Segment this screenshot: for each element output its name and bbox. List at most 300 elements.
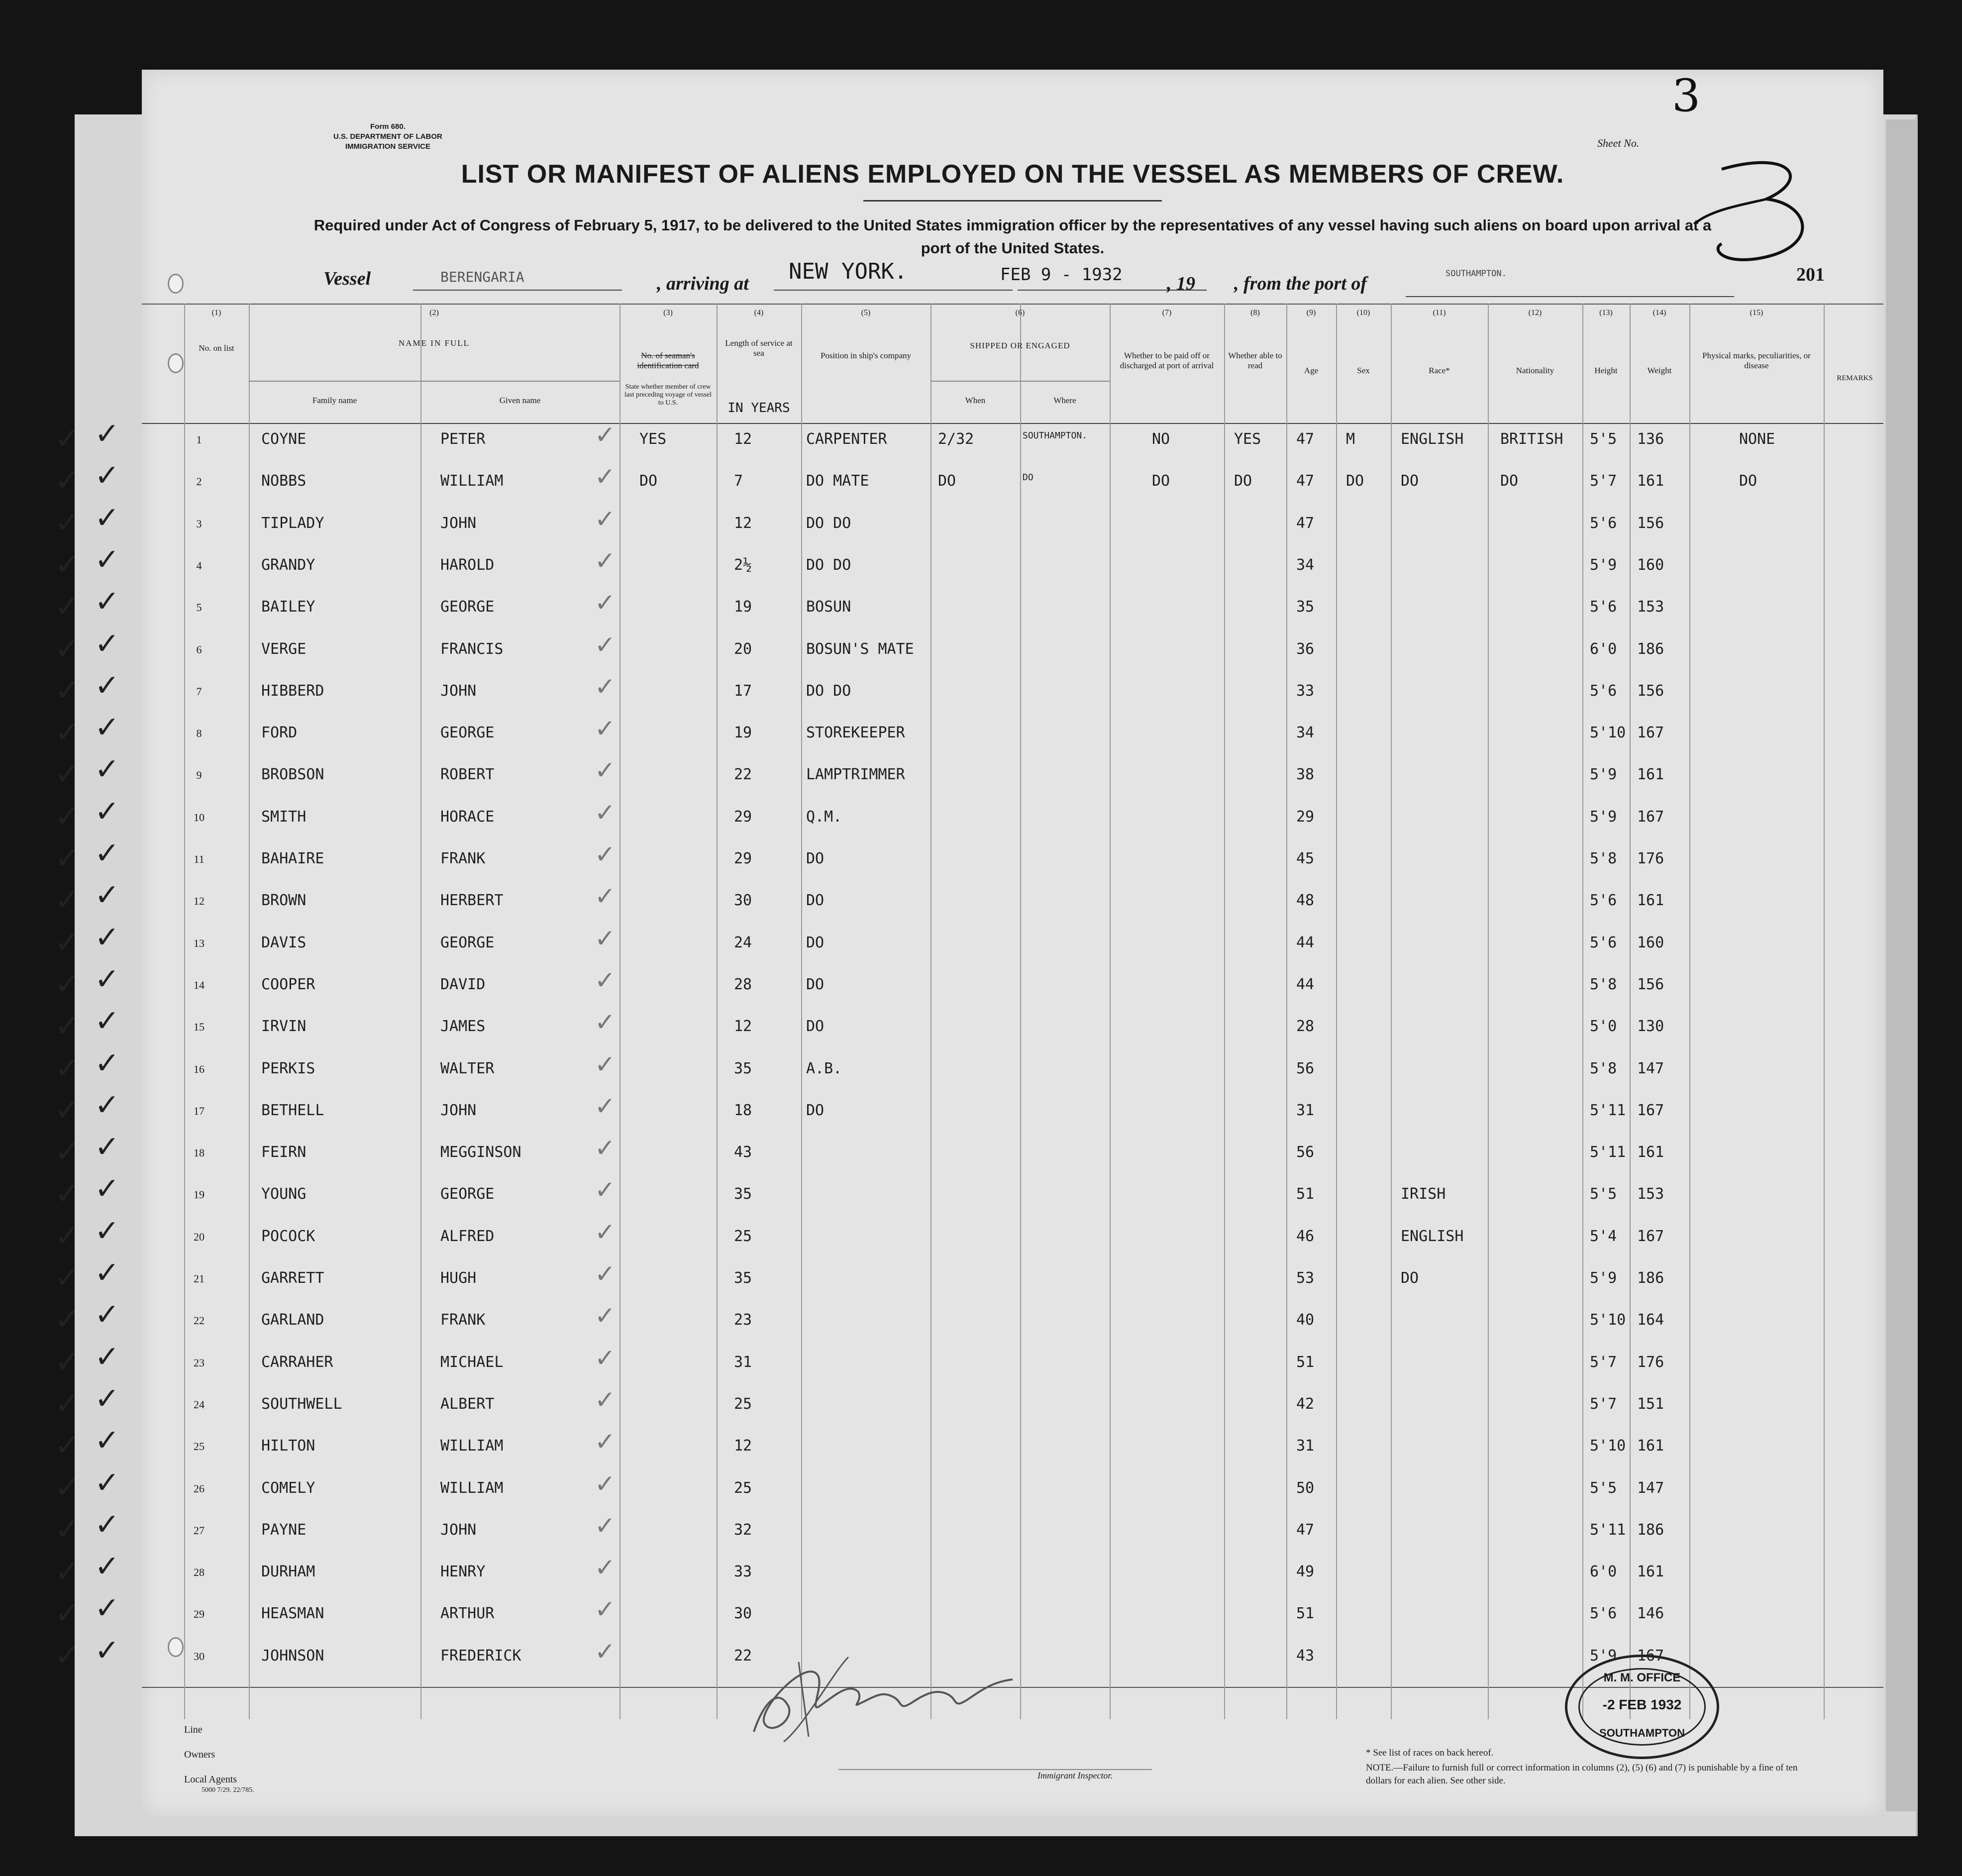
- check-mark-icon: ✓: [95, 542, 120, 577]
- inspector-label: Immigrant Inspector.: [1037, 1771, 1113, 1780]
- cell-given: GEORGE: [440, 1185, 495, 1203]
- column-divider: [801, 304, 802, 1719]
- cell-family: CARRAHER: [261, 1353, 333, 1371]
- check-mark-icon: ✓: [595, 1301, 616, 1331]
- column-divider: [1689, 304, 1690, 1719]
- cell-given: JOHN: [440, 514, 477, 532]
- check-mark-icon: ✓: [55, 1218, 80, 1253]
- cell-height: 5'8: [1590, 975, 1617, 993]
- check-mark-icon: ✓: [595, 924, 616, 953]
- cell-position: DO: [806, 934, 825, 951]
- cell-family: FORD: [261, 724, 298, 742]
- header-length-of-service: Length of service at sea: [725, 338, 793, 358]
- check-mark-icon: ✓: [95, 668, 120, 703]
- check-mark-icon: ✓: [55, 589, 80, 625]
- cell-no: 30: [194, 1650, 205, 1663]
- check-mark-icon: ✓: [55, 883, 80, 918]
- check-mark-icon: ✓: [95, 626, 120, 661]
- header-able-to-read: Whether able to read: [1228, 351, 1282, 370]
- check-mark-icon: ✓: [55, 505, 80, 540]
- check-mark-icon: ✓: [595, 965, 616, 995]
- cell-weight: 186: [1637, 1269, 1664, 1287]
- check-mark-icon: ✓: [595, 1511, 616, 1540]
- cell-height: 5'5: [1590, 430, 1617, 448]
- local-agents-label: Local Agents: [184, 1774, 237, 1785]
- check-mark-icon: ✓: [595, 546, 616, 575]
- check-mark-icon: ✓: [595, 1637, 616, 1666]
- check-mark-icon: ✓: [595, 714, 616, 743]
- office-stamp: [1565, 1655, 1719, 1759]
- cell-family: BAILEY: [261, 598, 315, 616]
- stamp-date: -2 FEB 1932: [1602, 1697, 1682, 1712]
- cell-years: 19: [734, 724, 752, 742]
- cell-weight: 176: [1637, 1353, 1664, 1371]
- column-divider: [1110, 304, 1111, 1719]
- header-given-name: Given name: [499, 396, 541, 405]
- year-label: , 19: [1167, 273, 1195, 294]
- stamp-location: SOUTHAMPTON: [1599, 1727, 1685, 1739]
- check-mark-icon: ✓: [95, 1213, 120, 1249]
- cell-sex: DO: [1346, 472, 1364, 490]
- check-mark-icon: ✓: [595, 1553, 616, 1582]
- cell-position: DO: [806, 1101, 825, 1119]
- check-mark-icon: ✓: [55, 966, 80, 1002]
- cell-position: Q.M.: [806, 808, 842, 826]
- cell-given: HERBERT: [440, 892, 504, 910]
- check-mark-icon: ✓: [595, 1049, 616, 1079]
- header-nationality: Nationality: [1516, 366, 1554, 375]
- cell-family: IRVIN: [261, 1018, 307, 1036]
- check-mark-icon: ✓: [55, 1554, 80, 1589]
- cell-marks: NONE: [1739, 430, 1775, 448]
- from-port-underline: [1406, 296, 1734, 297]
- check-mark-icon: ✓: [55, 1050, 80, 1086]
- cell-no: 29: [194, 1608, 205, 1621]
- cell-age: 47: [1296, 430, 1315, 448]
- cell-nat: DO: [1500, 472, 1519, 490]
- service: IMMIGRATION SERVICE: [345, 142, 430, 151]
- sheet-number-label: Sheet No.: [1597, 137, 1640, 149]
- cell-race: ENGLISH: [1401, 430, 1464, 448]
- cell-height: 5'8: [1590, 850, 1617, 867]
- check-mark-icon: ✓: [55, 1344, 80, 1379]
- cell-no: 16: [194, 1062, 205, 1075]
- arriving-port: NEW YORK.: [789, 259, 908, 284]
- cell-age: 31: [1296, 1101, 1315, 1119]
- check-mark-icon: ✓: [595, 462, 616, 492]
- cell-position: DO: [806, 975, 825, 993]
- cell-weight: 176: [1637, 850, 1664, 867]
- manifest-sheet: [55, 70, 1883, 1816]
- header-previous-voyage: State whether member of crew last preceding voyage of vessel to U.S.: [624, 383, 712, 407]
- cell-family: HEASMAN: [261, 1605, 324, 1623]
- cell-no: 20: [194, 1230, 205, 1243]
- col-number-9: (9): [1306, 309, 1316, 317]
- cell-given: JOHN: [440, 1521, 477, 1539]
- check-mark-icon: ✓: [95, 417, 120, 451]
- cell-no: 2: [196, 475, 202, 488]
- cell-years: 35: [734, 1059, 752, 1077]
- cell-height: 5'9: [1590, 1269, 1617, 1287]
- column-divider: [1582, 304, 1583, 1719]
- header-position: Position in ship's company: [820, 351, 912, 360]
- cell-height: 5'7: [1590, 1353, 1617, 1371]
- header-sex: Sex: [1357, 366, 1370, 375]
- check-mark-icon: ✓: [95, 1171, 120, 1207]
- cell-family: DAVIS: [261, 934, 307, 951]
- cell-height: 5'7: [1590, 1395, 1617, 1413]
- cell-years: 33: [734, 1563, 752, 1581]
- col-number-7: (7): [1162, 309, 1172, 317]
- check-mark-icon: ✓: [595, 756, 616, 785]
- cell-years: 29: [734, 850, 752, 867]
- check-mark-icon: ✓: [55, 1260, 80, 1295]
- cell-position: BOSUN: [806, 598, 851, 616]
- check-mark-icon: ✓: [595, 840, 616, 869]
- cell-position: DO DO: [806, 682, 851, 700]
- cell-family: SMITH: [261, 808, 307, 826]
- check-mark-icon: ✓: [55, 1176, 80, 1212]
- cell-given: WILLIAM: [440, 472, 504, 490]
- cell-prev: YES: [639, 430, 667, 448]
- column-divider: [184, 304, 185, 1719]
- check-mark-icon: ✓: [595, 588, 616, 618]
- column-divider: [717, 304, 718, 1719]
- form-number: Form 680.: [370, 122, 406, 131]
- check-mark-icon: ✓: [55, 715, 80, 750]
- cell-weight: 167: [1637, 724, 1664, 742]
- cell-given: HUGH: [440, 1269, 477, 1287]
- check-mark-icon: ✓: [595, 882, 616, 911]
- column-divider: [1630, 304, 1631, 1719]
- cell-age: 42: [1296, 1395, 1315, 1413]
- header-remarks: REMARKS: [1837, 374, 1873, 382]
- cell-no: 4: [196, 559, 202, 572]
- cell-weight: 136: [1637, 430, 1664, 448]
- cell-no: 14: [194, 978, 205, 991]
- cell-family: COYNE: [261, 430, 307, 448]
- cell-height: 5'6: [1590, 598, 1617, 616]
- cell-weight: 186: [1637, 640, 1664, 658]
- cell-given: ARTHUR: [440, 1605, 495, 1623]
- header-shipped-where: Where: [1053, 396, 1076, 405]
- header-paid-off: Whether to be paid off or discharged at port of arrival: [1120, 351, 1214, 370]
- cell-family: GARRETT: [261, 1269, 324, 1287]
- cell-given: FREDERICK: [440, 1647, 521, 1665]
- cell-age: 40: [1296, 1311, 1315, 1329]
- cell-given: FRANK: [440, 1311, 486, 1329]
- check-mark-icon: ✓: [55, 631, 80, 666]
- header-shipped-engaged: SHIPPED OR ENGAGED: [970, 341, 1070, 350]
- cell-weight: 156: [1637, 514, 1664, 532]
- cell-given: FRANCIS: [440, 640, 504, 658]
- check-mark-icon: ✓: [95, 500, 120, 535]
- column-divider: [249, 304, 250, 1719]
- check-mark-icon: ✓: [95, 1465, 120, 1500]
- cell-no: 10: [194, 811, 205, 824]
- cell-position: A.B.: [806, 1059, 842, 1077]
- cell-height: 5'6: [1590, 514, 1617, 532]
- cell-race: DO: [1401, 1269, 1419, 1287]
- cell-weight: 167: [1637, 1227, 1664, 1245]
- column-divider: [1286, 304, 1287, 1719]
- cell-no: 12: [194, 895, 205, 908]
- cell-height: 5'10: [1590, 724, 1626, 742]
- cell-weight: 160: [1637, 556, 1664, 574]
- check-mark-icon: ✓: [95, 1339, 120, 1374]
- cell-height: 5'9: [1590, 766, 1617, 784]
- cell-weight: 156: [1637, 975, 1664, 993]
- cell-years: 24: [734, 934, 752, 951]
- check-mark-icon: ✓: [595, 504, 616, 533]
- cell-weight: 161: [1637, 766, 1664, 784]
- cell-years: 35: [734, 1269, 752, 1287]
- check-mark-icon: ✓: [95, 1591, 120, 1626]
- arriving-underline: [774, 290, 1013, 291]
- cell-years: 2½: [734, 556, 752, 574]
- check-mark-icon: ✓: [95, 961, 120, 997]
- header-height: Height: [1594, 366, 1618, 375]
- line-label: Line: [184, 1724, 203, 1735]
- check-mark-icon: ✓: [55, 1470, 80, 1505]
- arriving-label: , arriving at: [657, 273, 749, 294]
- cell-read: DO: [1234, 472, 1252, 490]
- cell-given: GEORGE: [440, 598, 495, 616]
- cell-years: 25: [734, 1395, 752, 1413]
- inspector-signature-line: [838, 1769, 1152, 1770]
- header-physical-marks: Physical marks, peculiarities, or disease: [1702, 351, 1811, 370]
- cell-age: 51: [1296, 1605, 1315, 1623]
- cell-years: 22: [734, 1647, 752, 1665]
- cell-given: MICHAEL: [440, 1353, 504, 1371]
- column-divider: [1224, 304, 1225, 1719]
- cell-age: 43: [1296, 1647, 1315, 1665]
- check-mark-icon: ✓: [95, 1381, 120, 1416]
- from-port-label: , from the port of: [1234, 273, 1367, 294]
- cell-weight: 167: [1637, 1101, 1664, 1119]
- cell-years: 18: [734, 1101, 752, 1119]
- check-mark-icon: ✓: [95, 794, 120, 829]
- cell-age: 35: [1296, 598, 1315, 616]
- check-mark-icon: ✓: [595, 1427, 616, 1457]
- cell-family: YOUNG: [261, 1185, 307, 1203]
- cell-height: 5'4: [1590, 1227, 1617, 1245]
- check-mark-icon: ✓: [55, 1092, 80, 1128]
- cell-height: 5'8: [1590, 1059, 1617, 1077]
- header-service-unit: IN YEARS: [727, 401, 790, 416]
- check-mark-icon: ✓: [95, 920, 120, 955]
- cell-weight: 164: [1637, 1311, 1664, 1329]
- cell-age: 56: [1296, 1144, 1315, 1161]
- inspector-signature: [734, 1627, 1082, 1757]
- cell-no: 6: [196, 643, 202, 656]
- subtitle-text: Required under Act of Congress of February 5, 1917, to be delivered to the United States immigration officer by the representatives of any vessel having such aliens on board upon arrival at a port of the United States.: [313, 216, 1712, 257]
- cell-height: 5'10: [1590, 1437, 1626, 1455]
- cell-age: 34: [1296, 724, 1315, 742]
- cell-weight: 153: [1637, 598, 1664, 616]
- cell-height: 5'9: [1590, 1647, 1617, 1665]
- cell-family: BETHELL: [261, 1101, 324, 1119]
- cell-height: 5'6: [1590, 934, 1617, 951]
- vessel-name: BERENGARIA: [440, 269, 524, 285]
- cell-position: DO: [806, 1018, 825, 1036]
- column-divider: [1391, 304, 1392, 1719]
- cell-age: 49: [1296, 1563, 1315, 1581]
- cell-age: 51: [1296, 1185, 1315, 1203]
- cell-family: HIBBERD: [261, 682, 324, 700]
- check-mark-icon: ✓: [95, 752, 120, 787]
- check-mark-icon: ✓: [95, 1633, 120, 1668]
- cell-height: 5'6: [1590, 1605, 1617, 1623]
- cell-age: 34: [1296, 556, 1315, 574]
- cell-height: 6'0: [1590, 640, 1617, 658]
- cell-weight: 167: [1637, 808, 1664, 826]
- cell-age: 48: [1296, 892, 1315, 910]
- col-number-3: (3): [663, 309, 673, 317]
- cell-given: HENRY: [440, 1563, 486, 1581]
- cell-age: 47: [1296, 514, 1315, 532]
- cell-marks: DO: [1739, 472, 1757, 490]
- header-weight: Weight: [1647, 366, 1672, 375]
- cell-no: 22: [194, 1314, 205, 1327]
- cell-weight: 147: [1637, 1059, 1664, 1077]
- check-mark-icon: ✓: [55, 1302, 80, 1338]
- cell-weight: 156: [1637, 682, 1664, 700]
- header-family-name: Family name: [312, 396, 357, 405]
- cell-family: GARLAND: [261, 1311, 324, 1329]
- cell-family: VERGE: [261, 640, 307, 658]
- check-mark-icon: ✓: [95, 1297, 120, 1333]
- cell-position: CARPENTER: [806, 430, 887, 448]
- cell-given: GEORGE: [440, 724, 495, 742]
- check-mark-icon: ✓: [55, 1135, 80, 1170]
- cell-given: ROBERT: [440, 766, 495, 784]
- col-number-15: (15): [1750, 309, 1763, 317]
- check-mark-icon: ✓: [55, 1009, 80, 1044]
- cell-family: FEIRN: [261, 1144, 307, 1161]
- cell-age: 38: [1296, 766, 1315, 784]
- cell-no: 13: [194, 937, 205, 949]
- col-number-4: (4): [754, 309, 764, 317]
- cell-family: GRANDY: [261, 556, 315, 574]
- cell-no: 19: [194, 1188, 205, 1201]
- check-mark-icon: ✓: [95, 1045, 120, 1081]
- cell-weight: 161: [1637, 892, 1664, 910]
- header-no-on-list: No. on list: [199, 343, 234, 353]
- col-number-12: (12): [1528, 309, 1542, 317]
- check-mark-icon: ✓: [95, 1507, 120, 1542]
- shipped-subheader-rule: [930, 381, 1110, 382]
- col-number-1: (1): [211, 309, 221, 317]
- cell-given: PETER: [440, 430, 486, 448]
- cell-age: 29: [1296, 808, 1315, 826]
- cell-given: GEORGE: [440, 934, 495, 951]
- cell-age: 36: [1296, 640, 1315, 658]
- print-code: 5000 7/29. 22/785.: [202, 1786, 254, 1794]
- cell-years: 30: [734, 892, 752, 910]
- check-mark-icon: ✓: [595, 1343, 616, 1372]
- cell-race: DO: [1401, 472, 1419, 490]
- check-mark-icon: ✓: [595, 1134, 616, 1163]
- check-mark-icon: ✓: [95, 1087, 120, 1123]
- cell-age: 47: [1296, 1521, 1315, 1539]
- cell-no: 23: [194, 1356, 205, 1369]
- cell-years: 12: [734, 1437, 752, 1455]
- cell-weight: 151: [1637, 1395, 1664, 1413]
- header-age: Age: [1304, 366, 1319, 375]
- cell-years: 23: [734, 1311, 752, 1329]
- cell-read: YES: [1234, 430, 1261, 448]
- check-mark-icon: ✓: [55, 1386, 80, 1421]
- cell-years: 25: [734, 1479, 752, 1497]
- cell-no: 18: [194, 1146, 205, 1159]
- cell-years: 29: [734, 808, 752, 826]
- header-name-in-full: NAME IN FULL: [399, 338, 470, 348]
- cell-no: 11: [194, 853, 205, 865]
- sheet-number-flourish: [1692, 149, 1831, 279]
- col-number-8: (8): [1250, 309, 1260, 317]
- check-mark-icon: ✓: [595, 420, 616, 449]
- cell-height: 5'5: [1590, 1479, 1617, 1497]
- page-number: 201: [1796, 264, 1825, 285]
- cell-age: 56: [1296, 1059, 1315, 1077]
- cell-paid: NO: [1152, 430, 1170, 448]
- cell-no: 7: [196, 685, 202, 698]
- cell-age: 46: [1296, 1227, 1315, 1245]
- cell-family: BROBSON: [261, 766, 324, 784]
- check-mark-icon: ✓: [55, 463, 80, 499]
- cell-years: 32: [734, 1521, 752, 1539]
- cell-weight: 161: [1637, 472, 1664, 490]
- cell-position: BOSUN'S MATE: [806, 640, 914, 658]
- cell-no: 9: [196, 769, 202, 782]
- cell-no: 3: [196, 517, 202, 530]
- cell-given: JOHN: [440, 1101, 477, 1119]
- cell-given: JAMES: [440, 1018, 486, 1036]
- check-mark-icon: ✓: [95, 1423, 120, 1459]
- cell-height: 5'0: [1590, 1018, 1617, 1036]
- header-race: Race*: [1429, 366, 1450, 375]
- check-mark-icon: ✓: [95, 1255, 120, 1290]
- cell-no: 21: [194, 1272, 205, 1285]
- page-title: LIST OR MANIFEST OF ALIENS EMPLOYED ON THE VESSEL AS MEMBERS OF CREW.: [461, 160, 1564, 189]
- col-number-14: (14): [1652, 309, 1666, 317]
- col-number-11: (11): [1433, 309, 1446, 317]
- cell-given: WALTER: [440, 1059, 495, 1077]
- cell-years: 7: [734, 472, 743, 490]
- cell-no: 8: [196, 727, 202, 740]
- check-mark-icon: ✓: [55, 799, 80, 834]
- check-mark-icon: ✓: [95, 878, 120, 913]
- cell-position: STOREKEEPER: [806, 724, 905, 742]
- column-divider: [420, 304, 421, 1719]
- cell-height: 5'9: [1590, 808, 1617, 826]
- cell-years: 25: [734, 1227, 752, 1245]
- check-mark-icon: ✓: [55, 1512, 80, 1547]
- form-identifier: [333, 122, 442, 152]
- cell-height: 5'11: [1590, 1101, 1626, 1119]
- column-divider: [1336, 304, 1337, 1719]
- cell-family: SOUTHWELL: [261, 1395, 342, 1413]
- check-mark-icon: ✓: [95, 1549, 120, 1584]
- page-subtitle: [142, 214, 1883, 260]
- cell-age: 31: [1296, 1437, 1315, 1455]
- col-number-2: (2): [429, 309, 439, 317]
- cell-race: ENGLISH: [1401, 1227, 1464, 1245]
- cell-age: 44: [1296, 934, 1315, 951]
- cell-family: NOBBS: [261, 472, 307, 490]
- cell-years: 22: [734, 766, 752, 784]
